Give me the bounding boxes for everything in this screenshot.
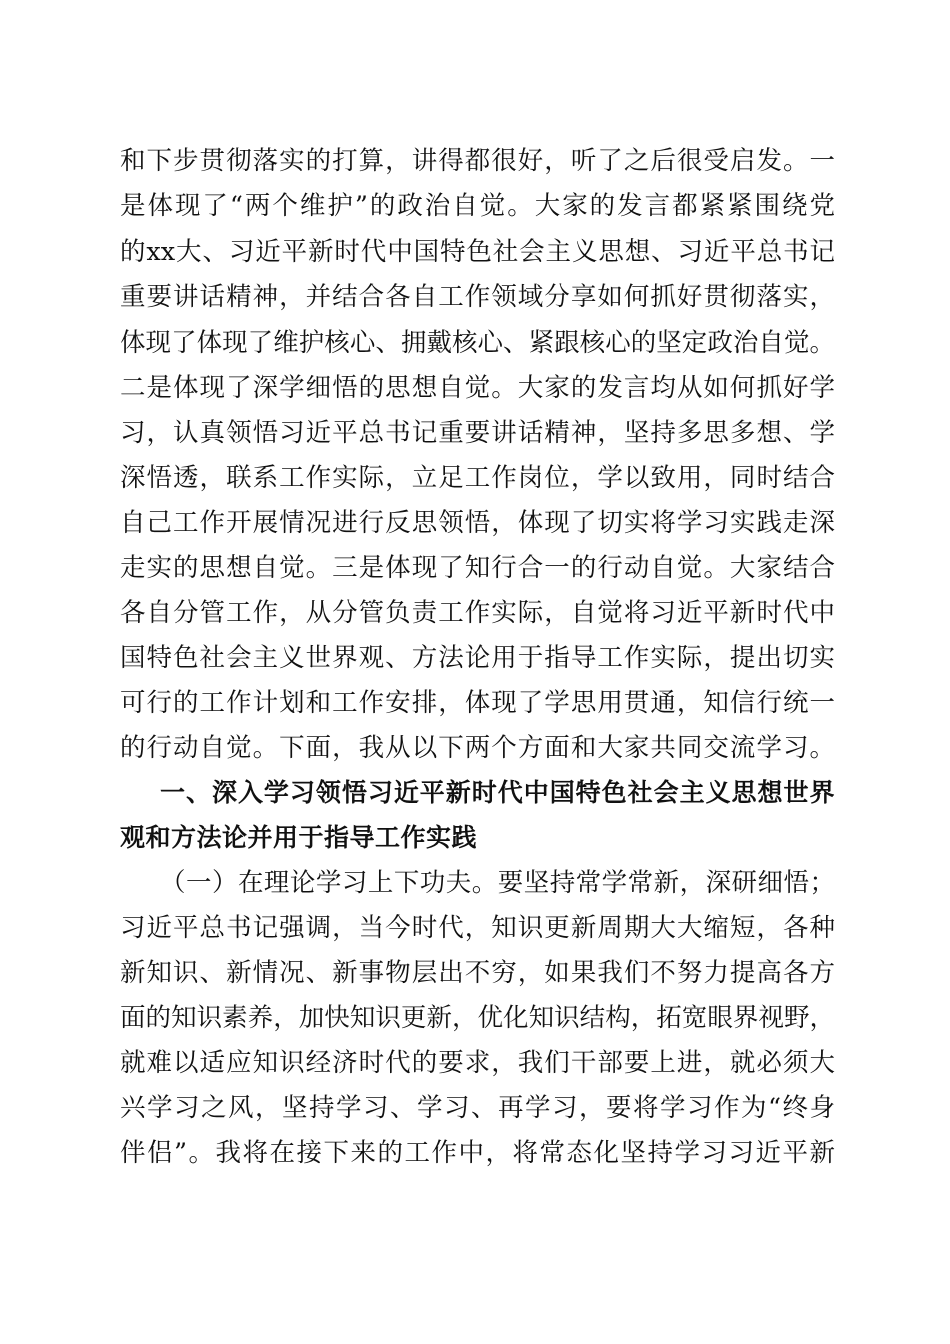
text-line: 和下步贯彻落实的打算，讲得都很好，听了之后很受启发。一 [120,146,835,176]
text-line: 自己工作开展情况进行反思领悟，体现了切实将学习实践走深 [120,508,835,538]
text-line: 面的知识素养，加快知识更新，优化知识结构，拓宽眼界视野， [120,1003,835,1033]
heading-line: 一、深入学习领悟习近平新时代中国特色社会主义思想世界 [160,778,835,807]
text-line: 走实的思想自觉。三是体现了知行合一的行动自觉。大家结合 [120,553,835,583]
text-line: 重要讲话精神，并结合各自工作领域分享如何抓好贯彻落实， [120,282,835,312]
text-line: 兴学习之风，坚持学习、学习、再学习，要将学习作为“终身 [120,1093,835,1123]
text-line: 各自分管工作，从分管负责工作实际，自觉将习近平新时代中 [120,598,835,628]
text-line: 国特色社会主义世界观、方法论用于指导工作实际，提出切实 [120,643,835,673]
text-line: 的xx大、习近平新时代中国特色社会主义思想、习近平总书记 [120,237,835,267]
text-line: 习，认真领悟习近平总书记重要讲话精神，坚持多思多想、学 [120,418,835,448]
text-line: 深悟透，联系工作实际，立足工作岗位，学以致用，同时结合 [120,463,835,493]
text-line: 二是体现了深学细悟的思想自觉。大家的发言均从如何抓好学 [120,373,835,403]
text-line: 可行的工作计划和工作安排，体现了学思用贯通，知信行统一 [120,688,835,718]
text-line: 是体现了“两个维护”的政治自觉。大家的发言都紧紧围绕党 [120,191,835,221]
text-line: 的行动自觉。下面，我从以下两个方面和大家共同交流学习。 [120,733,835,763]
heading-line: 观和方法论并用于指导工作实践 [120,823,478,852]
text-line: 习近平总书记强调，当今时代，知识更新周期大大缩短，各种 [120,913,835,943]
text-line: 伴侣”。我将在接下来的工作中，将常态化坚持学习习近平新 [120,1138,835,1168]
text-line: （一）在理论学习上下功夫。要坚持常学常新，深研细悟； [160,868,835,898]
text-line: 新知识、新情况、新事物层出不穷，如果我们不努力提高各方 [120,958,835,988]
text-line: 就难以适应知识经济时代的要求，我们干部要上进，就必须大 [120,1048,835,1078]
text-line: 体现了体现了维护核心、拥戴核心、紧跟核心的坚定政治自觉。 [120,328,835,358]
